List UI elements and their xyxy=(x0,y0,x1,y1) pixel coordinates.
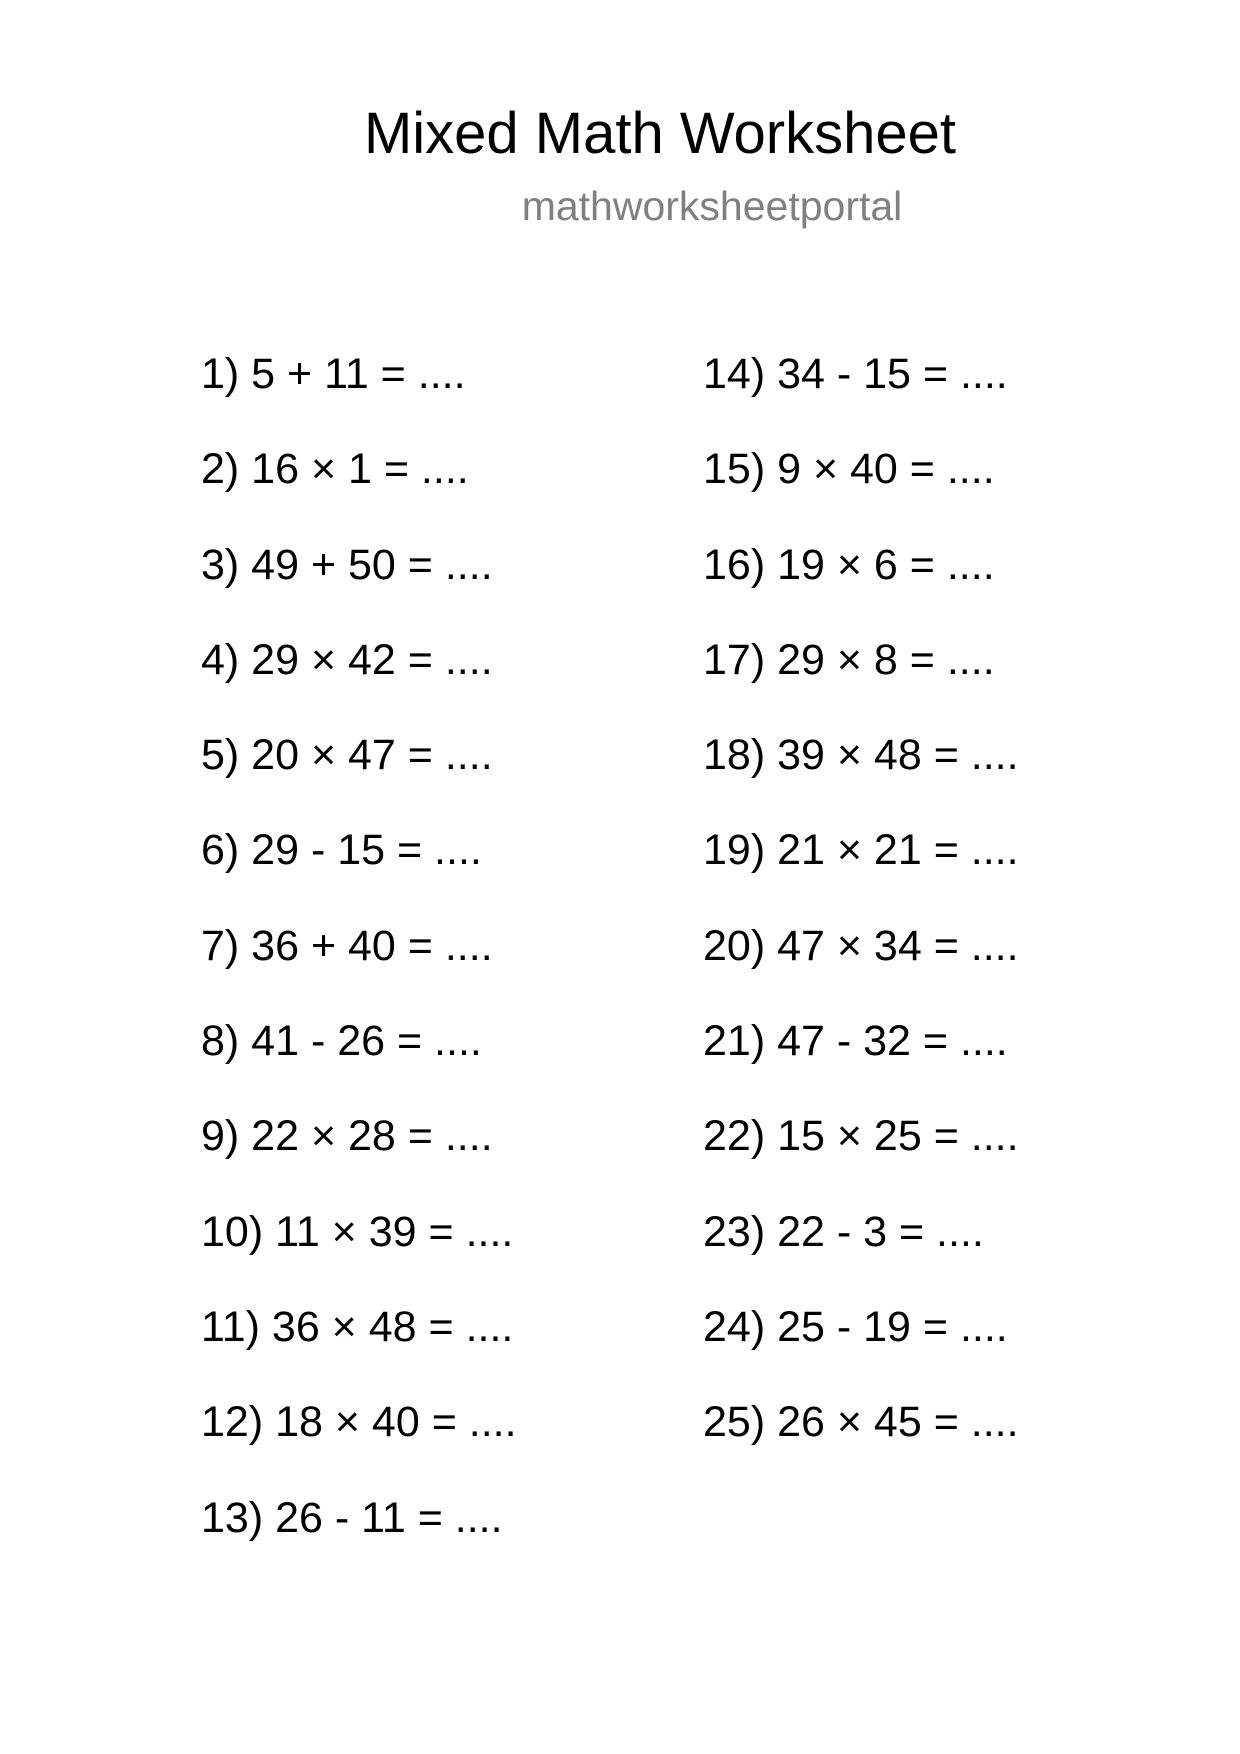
problem-4: 4) 29 × 42 = .... xyxy=(201,635,493,684)
problem-24: 24) 25 - 19 = .... xyxy=(703,1302,1008,1351)
problem-7: 7) 36 + 40 = .... xyxy=(201,921,493,970)
problem-16: 16) 19 × 6 = .... xyxy=(703,540,995,589)
problem-15: 15) 9 × 40 = .... xyxy=(703,445,995,494)
page-subtitle: mathworksheetportal xyxy=(521,183,903,229)
problems-column-right xyxy=(703,348,1019,1492)
problem-23: 23) 22 - 3 = .... xyxy=(703,1207,984,1256)
problem-6: 6) 29 - 15 = .... xyxy=(201,826,482,875)
problem-9: 9) 22 × 28 = .... xyxy=(201,1112,493,1161)
problem-8: 8) 41 - 26 = .... xyxy=(201,1017,482,1066)
problem-10: 10) 11 × 39 = .... xyxy=(201,1207,514,1256)
problems-column-left xyxy=(201,348,517,1587)
problem-3: 3) 49 + 50 = .... xyxy=(201,540,493,589)
problem-17: 17) 29 × 8 = .... xyxy=(703,635,995,684)
problem-11: 11) 36 × 48 = .... xyxy=(201,1302,514,1351)
problem-2: 2) 16 × 1 = .... xyxy=(201,445,469,494)
problem-1: 1) 5 + 11 = .... xyxy=(201,350,466,398)
problem-22: 22) 15 × 25 = .... xyxy=(703,1112,1019,1161)
problem-25: 25) 26 × 45 = .... xyxy=(703,1398,1019,1447)
problem-5: 5) 20 × 47 = .... xyxy=(201,731,493,780)
problem-14: 14) 34 - 15 = .... xyxy=(703,350,1008,398)
problem-21: 21) 47 - 32 = .... xyxy=(703,1017,1008,1066)
problem-12: 12) 18 × 40 = .... xyxy=(201,1398,517,1447)
page-title: Mixed Math Worksheet xyxy=(363,101,957,166)
problem-13: 13) 26 - 11 = .... xyxy=(201,1493,503,1542)
problem-18: 18) 39 × 48 = .... xyxy=(703,731,1019,780)
problem-20: 20) 47 × 34 = .... xyxy=(703,921,1019,970)
problem-19: 19) 21 × 21 = .... xyxy=(703,826,1019,875)
